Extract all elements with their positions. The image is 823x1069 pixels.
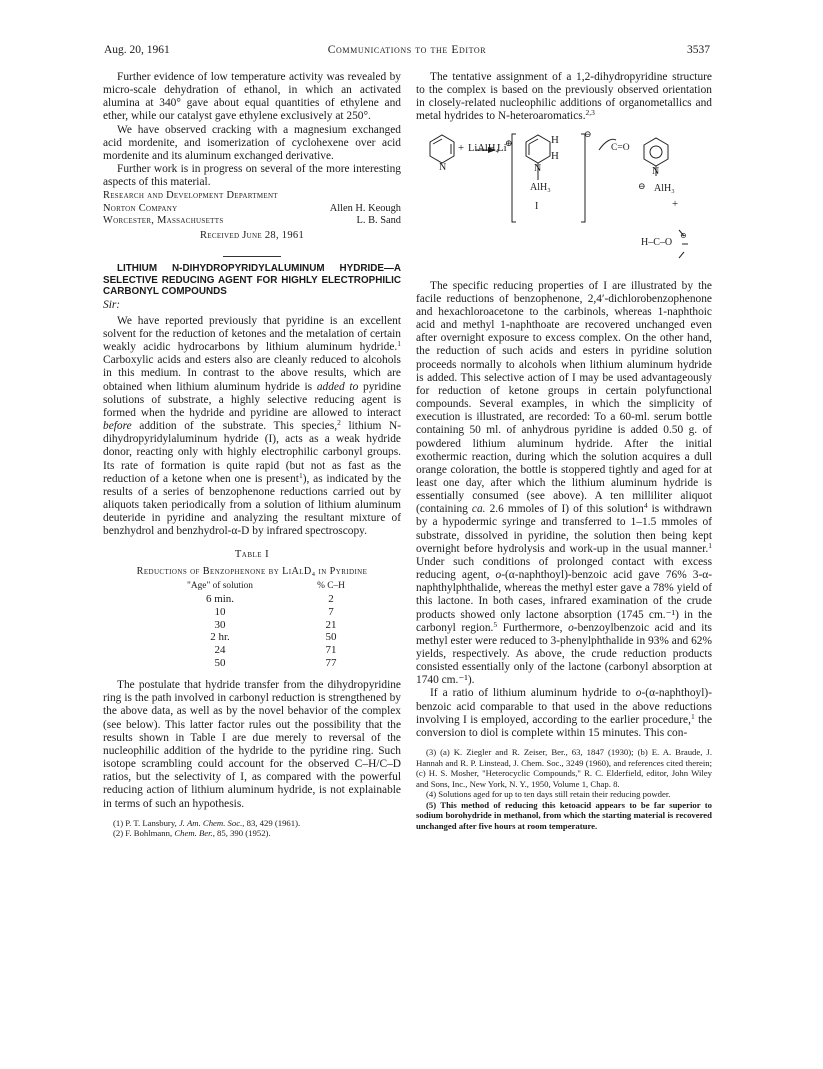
footnote: (2) F. Bohlmann, Chem. Ber., 85, 390 (1952). (113, 828, 271, 839)
anion-charge: ⊖ (638, 180, 646, 191)
reagent-label: LiAlH₄ (468, 142, 500, 154)
footnotes (103, 818, 401, 839)
table-cell: 2 (328, 592, 334, 605)
paragraph: Further work is in progress on several of the more interesting aspects of this material. (103, 163, 401, 189)
table-cell: 71 (325, 644, 337, 657)
paragraph: The specific reducing properties of I are illustrated by the facile reductions of benzophenone, 2,4′-dichlorobenzophenone and hexachloroacetone to the carbinols, whereas 1-naphthoic acid and methyl 1-naphthoate are recovered unchanged even after overnight exposure to excess complex. On the other hand, the reduction of such acids and esters in pyridine solution proceeds normally to alcohols when lithium aluminum hydride is added. This selective action of I may be used advantageously for reduction of ketone groups in certain polyfunctional compounds. Several examples, in which the simplicity of execution is illustrated, are recorded: To a 60-ml. serum bottle containing 50 ml. of anhydrous pyridine is added 0.50 g. of powdered lithium aluminum hydride. After the initial exothermic reaction, during which the solution acquires a dull orange coloration, the bottle is stoppered tightly and aged for at least one day, after which the lithium aluminum hydride is essentially consumed (see above). A ten milliliter aliquot (containing ca. 2.6 mmoles of I) of this solution$^4$ is withdrawn by a hypodermic syringe and transferred to 1–1.5 mmoles of substrate, dissolved in pyridine, the solution then being kept overnight before hydrolysis and work-up in the usual manner.$^1$ Under such conditions of prolonged contact with excess reducing agent, o-(α-naphthoyl)-benzoic acid gave 76% 3-α-naphthylphthalide, whereas the methyl ester gave a 78% yield of this lactone. In both cases, infrared examination of the crude products showed only lactone absorption (1745 cm.⁻¹) in the carbonyl region.$^5$ Furthermore, o-benzoylbenzoic acid and its methyl ester were reduced to 3-phenylphthalide in 93% and 62% yields, respectively. As above, the crude reduction products consisted essentially only of the lactone (carbonyl absorption at 1740 cm.⁻¹). (416, 279, 713, 687)
table-caption: Table I (234, 549, 270, 561)
table-header-cell: % C–H (317, 580, 345, 591)
affiliation-city: Worcester, Massachusetts (103, 215, 224, 226)
anion-charge: ⊖ (680, 230, 687, 240)
plus-sign: + (672, 197, 679, 210)
alh3-label: AlH₃ (530, 181, 551, 193)
table-cell: 6 min. (205, 592, 235, 605)
data-table (155, 580, 377, 670)
table-row (155, 593, 377, 606)
table-cell: 30 (214, 618, 226, 631)
compound-label: I (535, 200, 539, 212)
table-header-row (155, 580, 377, 593)
paragraph: The tentative assignment of a 1,2-dihydropyridine structure to the complex is based on the previously observed orientation in closely-related nucleophilic additions of organometallics and metal hydrides to N-heteroaromatics.$^{2,3}$ (416, 71, 712, 123)
table-cell: 77 (325, 657, 337, 670)
author-name: Allen H. Keough (329, 202, 401, 214)
footnote: (4) Solutions aged for up to ten days still retain their reducing powder. (426, 789, 671, 800)
table-cell: 2 hr. (210, 631, 230, 644)
paragraph: If a ratio of lithium aluminum hydride to o-(α-naphthoyl)-benzoic acid comparable to that used in the above reductions involving I is employed, according to the earlier procedure,$^1$ the conversion to diol is complete within 15 minutes. This con- (416, 687, 713, 739)
received-date: Received June 28, 1961 (199, 230, 304, 242)
table-title: Reductions of Benzophenone by LiAlD₄ in Pyridine (136, 565, 368, 577)
salutation: Sir: (103, 298, 121, 311)
table-cell: 24 (214, 644, 226, 657)
paragraph: Further evidence of low temperature activity was revealed by micro-scale dehydration of ethanol, in which an activated alumina at 340° gave about equal quantities of ethylene and ether, while our catalyst gave ethylene exclusively at 250°. (103, 71, 401, 123)
lithium-label: Li (497, 141, 507, 154)
hydrogen-label: H (551, 149, 559, 162)
affiliation-block (103, 190, 401, 227)
table-cell: 7 (328, 605, 334, 618)
table-cell: 50 (214, 657, 226, 670)
nitrogen-label: N (439, 161, 447, 173)
footnotes (416, 747, 712, 831)
right-column (416, 71, 712, 831)
footnote: (5) This method of reducing this ketoacid appears to be far superior to sodium borohydride in methanol, from which the starting material is recovered unchanged after five hours at room temperature. (416, 799, 712, 831)
header-page-number: 3537 (687, 44, 710, 56)
footnote: (1) P. T. Lansbury, J. Am. Chem. Soc., 83, 429 (1961). (113, 817, 301, 828)
table-header-cell: "Age" of solution (187, 580, 253, 591)
header-date: Aug. 20, 1961 (104, 44, 170, 56)
table-cell: 50 (325, 631, 337, 644)
header-journal: Communications to the Editor (327, 44, 487, 56)
table-row (155, 644, 377, 657)
carbonyl-label: C=O (611, 142, 630, 153)
author-name: L. B. Sand (356, 215, 401, 226)
alh3-label: AlH₃ (654, 182, 675, 194)
table-cell: 21 (325, 618, 337, 631)
bracket-icon (512, 134, 516, 222)
table-row (155, 657, 377, 670)
paragraph: We have reported previously that pyridine is an excellent solvent for the reduction of ketones and the metalation of certain weakly acidic hydrocarbons by lithium aluminum hydride.$^1$ Carboxylic acids and esters also are cleanly reduced to alcohols in this medium. In contrast to the above results, which are obtained when lithium aluminum hydride is added to pyridine solutions of substrate, a highly selective reducing agent is formed when the hydride and pyridine are allowed to interact before addition of the substrate. This species,$^2$ lithium N-dihydropyridylaluminum hydride (I), acts as a weak hydride donor, reacting only with highly electrophilic carbonyl groups. Its rate of formation is quite rapid (but not as fast as the reduction of a ketone when one is present$^1$), as indicated by the results of a series of benzophenone reductions carried out by aliquots taken periodically from a solution of lithium aluminum deuteride in pyridine and analyzing the resultant mixture of benzhydrol and benzhydrol-α-D by infrared spectroscopy. (103, 314, 402, 538)
reaction-scheme (416, 128, 712, 268)
footnote: (3) (a) K. Ziegler and R. Zeiser, Ber., 63, 1847 (1930); (b) E. A. Braude, J. Hannah and R. P. Linstead, J. Chem. Soc., 3249 (1960), and references cited therein; (c) H. S. Mosher, "Heterocyclic Compounds," R. C. Elderfield, editor, John Wiley and Sons, Inc., New York, N. Y., 1950, Volume 1, Chap. 8. (416, 747, 712, 789)
table-row (155, 606, 377, 619)
paragraph: The postulate that hydride transfer from the dihydropyridine ring is the path involved in carbonyl reduction is strengthened by the above data, as well as by the novel behavior of the complex (see below). This latter factor rules out the possibility that the results shown in Table I are due merely to reversal of the nucleophilic addition of the hydride to the pyridine ring. Such isotope scrambling could account for the observed C–H/C–D ratios, but the selectivity of I, as compared with the powerful reducing action of lithium aluminum hydride, is not explainable in terms of such an hypothesis. (103, 679, 401, 810)
affiliation-department: Research and Development Department (103, 190, 278, 202)
table-row (155, 619, 377, 632)
pyridinium-ring-icon (644, 138, 668, 166)
left-column (103, 71, 401, 839)
nitrogen-label: N (534, 162, 542, 174)
nitrogen-label: N (652, 165, 660, 177)
table-row (155, 631, 377, 644)
cation-charge: ⊕ (505, 137, 513, 148)
communication-title: LITHIUM N-DIHYDROPYRIDYLALUMINUM HYDRIDE—A SELECTIVE REDUCING AGENT FOR HIGHLY ELECTROPHILIC CARBONYL COMPOUNDS (103, 263, 401, 298)
anion-charge: ⊖ (584, 128, 592, 139)
running-header (104, 44, 710, 60)
paragraph: We have observed cracking with a magnesium exchanged acid mordenite, and isomerization of cyclohexene over acid mordenite and its aluminum exchanged derivative. (103, 123, 401, 162)
plus-sign: + (458, 141, 465, 154)
alkoxide-label: H–C–O (641, 236, 673, 248)
table-cell: 10 (214, 605, 226, 618)
section-divider (223, 256, 281, 257)
bracket-icon (581, 134, 585, 222)
hydrogen-label: H (551, 133, 559, 146)
affiliation-company: Norton Company (103, 202, 178, 214)
